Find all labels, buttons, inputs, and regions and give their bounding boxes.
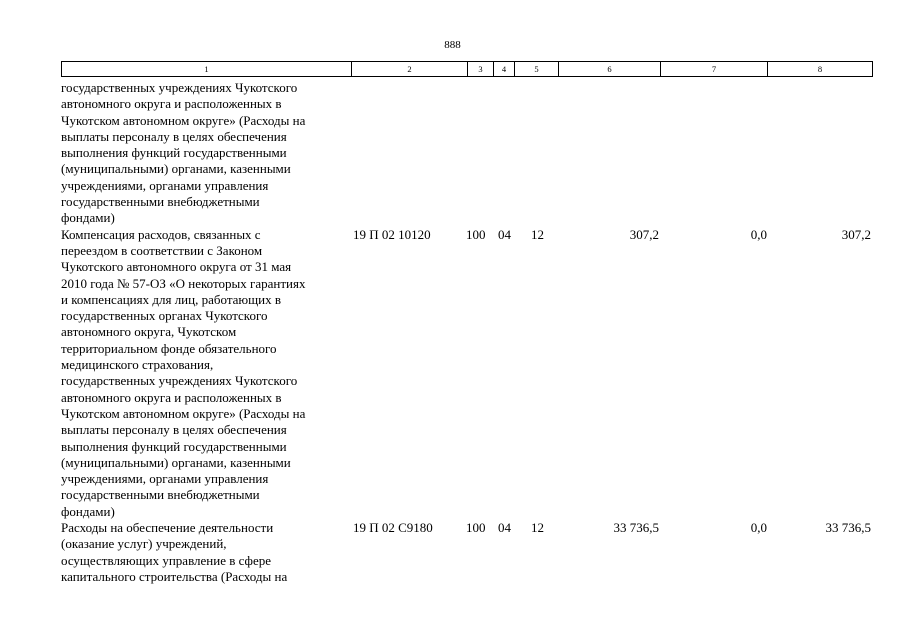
table-body [61,80,873,585]
table-row [61,520,873,585]
row-value-col6: 307,2 [629,226,659,242]
description-line: (оказание услуг) учреждений, [61,536,227,552]
row-description [61,520,351,585]
row-description [61,227,351,520]
row-description [61,80,351,227]
description-line: государственных органах Чукотского [61,308,268,324]
description-line: выплаты персоналу в целях обеспечения [61,128,287,144]
description-line: автономного округа и расположенных в [61,96,282,112]
row-vr: 100 [466,226,486,242]
row-vr: 100 [466,520,486,536]
description-line: выполнения функций государственными [61,438,287,454]
description-line: Чукотского автономного округа от 31 мая [61,259,292,275]
description-line: Расходы на обеспечение деятельности [61,520,274,536]
description-line: (муниципальными) органами, казенными [61,161,291,177]
description-line: фондами) [61,210,115,226]
description-line: выплаты персоналу в целях обеспечения [61,422,287,438]
column-header-8: 8 [767,62,872,76]
row-value-col6: 33 736,5 [613,520,659,536]
row-value-col8: 307,2 [841,226,871,242]
description-line: учреждениями, органами управления [61,471,269,487]
row-pr: 12 [531,520,544,536]
page-number: 888 [444,39,461,51]
row-code: 19 П 02 10120 [353,226,431,242]
table-header-row [61,61,873,77]
description-line: выполнения функций государственными [61,145,287,161]
row-value-col8: 33 736,5 [825,520,871,536]
description-line: фондами) [61,503,115,519]
description-line: 2010 года № 57-ОЗ «О некоторых гарантиях [61,275,306,291]
column-header-4: 4 [493,62,514,76]
row-rz: 04 [498,226,511,242]
description-line: государственных учреждениях Чукотского [61,373,298,389]
column-header-6: 6 [558,62,660,76]
table-row [61,80,873,227]
description-line: государственными внебюджетными [61,194,260,210]
column-header-2: 2 [351,62,467,76]
description-line: Компенсация расходов, связанных с [61,226,261,242]
row-pr: 12 [531,226,544,242]
row-rz: 04 [498,520,511,536]
description-line: (муниципальными) органами, казенными [61,454,291,470]
description-line: государственными внебюджетными [61,487,260,503]
column-header-7: 7 [660,62,767,76]
description-line: капитального строительства (Расходы на [61,568,288,584]
row-value-col7: 0,0 [750,226,767,242]
description-line: государственных учреждениях Чукотского [61,80,298,95]
column-header-3: 3 [467,62,493,76]
description-line: автономного округа и расположенных в [61,389,282,405]
description-line: автономного округа, Чукотском [61,324,237,340]
description-line: Чукотском автономном округе» (Расходы на [61,405,306,421]
description-line: осуществляющих управление в сфере [61,552,272,568]
description-line: территориальном фонде обязательного [61,340,277,356]
description-line: Чукотском автономном округе» (Расходы на [61,112,306,128]
column-header-1: 1 [204,64,209,74]
description-line: учреждениями, органами управления [61,177,269,193]
row-code: 19 П 02 С9180 [353,520,433,536]
row-value-col7: 0,0 [750,520,767,536]
description-line: медицинского страхования, [61,357,214,373]
column-header-5: 5 [514,62,558,76]
description-line: переездом в соответствии с Законом [61,242,263,258]
description-line: и компенсациях для лиц, работающих в [61,291,281,307]
table-row [61,227,873,520]
